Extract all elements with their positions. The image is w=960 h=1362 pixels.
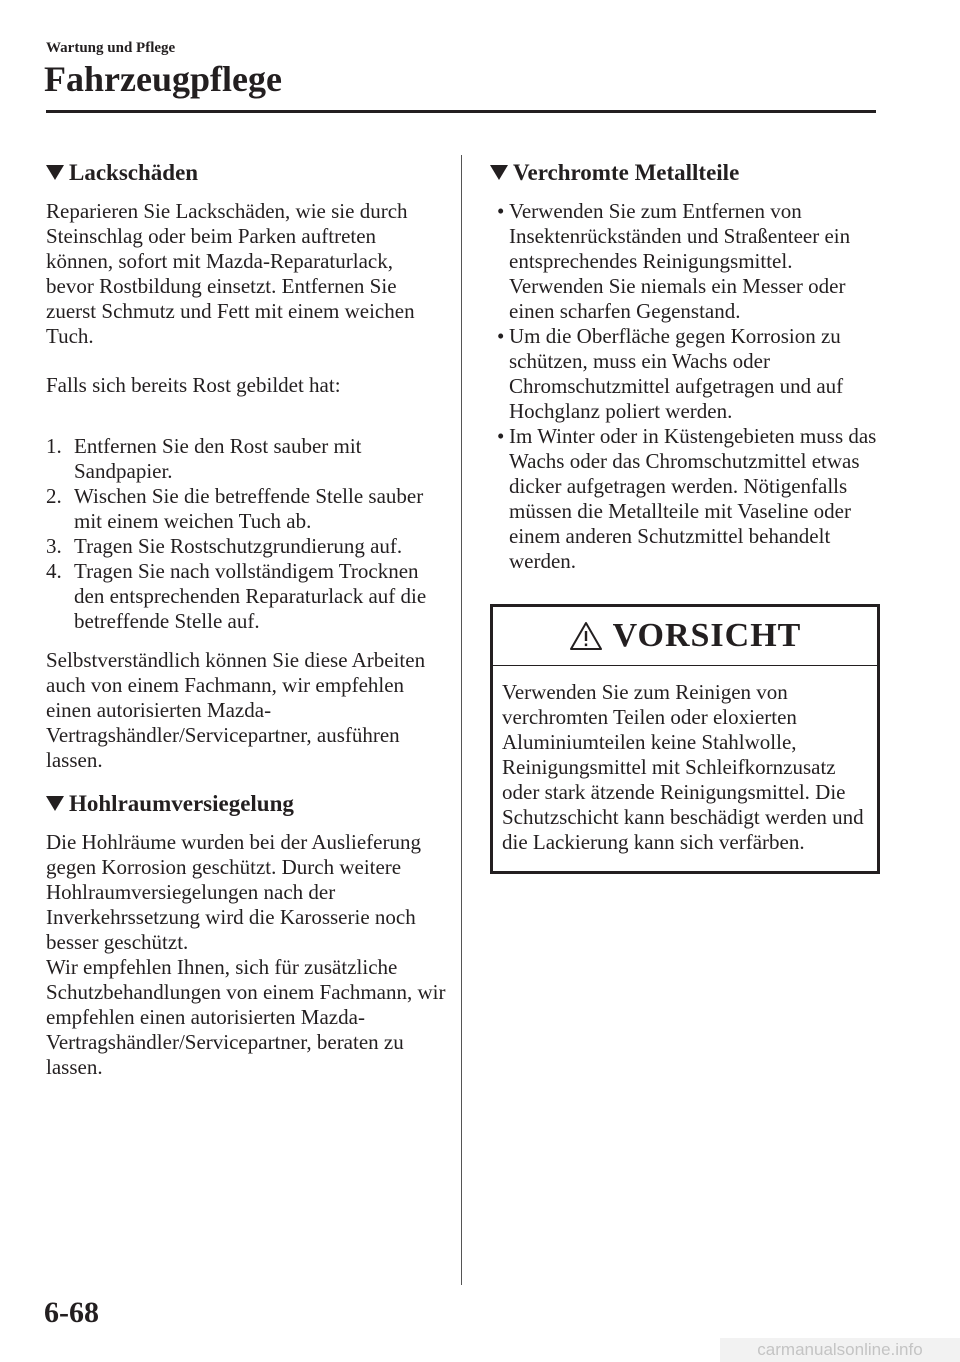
section-label: Wartung und Pflege [46, 40, 176, 56]
step-text: Tragen Sie Rostschutzgrundierung auf. [74, 534, 403, 558]
list-item [490, 199, 880, 324]
chrome-care-list [490, 199, 880, 574]
left-column [46, 160, 446, 1104]
header-rule [46, 110, 876, 113]
heading-text: Hohlraumversiegelung [69, 791, 294, 816]
heading-text: Verchromte Metallteile [513, 160, 740, 185]
item-text: Verwenden Sie zum Entfernen von Insektenrückständen und Straßenteer ein entsprechendes Reinigungsmittel. Verwenden Sie niemals ein Messer oder einen scharfen Gegenstand. [509, 199, 851, 323]
step-text: Tragen Sie nach vollständigem Trocknen den entsprechenden Reparaturlack auf die betreffende Stelle auf. [74, 559, 427, 633]
heading-lackschaeden [46, 160, 446, 185]
step-number: 2. [46, 484, 62, 508]
paragraph-intro: Reparieren Sie Lackschäden, wie sie durch Steinschlag oder beim Parken auftreten können, sofort mit Mazda-Reparaturlack, bevor Rostbildung einsetzt. Entfernen Sie zuerst Schmutz und Fett mit einem weichen Tuch. [46, 199, 415, 348]
step-number: 3. [46, 534, 62, 558]
bullet: • [497, 324, 505, 348]
caution-box [490, 604, 880, 874]
repair-steps [46, 434, 446, 634]
triangle-bullet-icon [46, 796, 64, 811]
list-item [490, 424, 880, 574]
step-number: 4. [46, 559, 62, 583]
step-text: Wischen Sie die betreffende Stelle sauber mit einem weichen Tuch ab. [74, 484, 424, 533]
paragraph-hohlraum-1: Die Hohlräume wurden bei der Auslieferung gegen Korrosion geschützt. Durch weitere Hohlraumversiegelungen nach der Inverkehrssetzung wird die Karosserie noch besser geschützt. [46, 830, 421, 954]
caution-header [493, 607, 877, 666]
heading-hohlraumversiegelung [46, 791, 446, 816]
heading-verchromte-metallteile [490, 160, 880, 185]
paragraph-outro: Selbstverständlich können Sie diese Arbeiten auch von einem Fachmann, wir empfehlen einen autorisierten Mazda-Vertragshändler/Servicepartner, ausführen lassen. [46, 648, 426, 772]
list-item [490, 324, 880, 424]
triangle-bullet-icon [490, 165, 508, 180]
heading-text: Lackschäden [69, 160, 199, 185]
list-item [46, 434, 446, 484]
caution-title: VORSICHT [612, 617, 802, 654]
watermark: carmanualsonline.info [720, 1338, 960, 1362]
list-item [46, 559, 446, 634]
list-item [46, 534, 446, 559]
item-text: Im Winter oder in Küstengebieten muss das Wachs oder das Chromschutzmittel etwas dicker aufgetragen werden. Nötigenfalls müssen die Metallteile mit Vaseline oder einem anderen Schutzmittel behandelt werden. [509, 424, 877, 573]
bullet: • [497, 199, 505, 223]
caution-text: Verwenden Sie zum Reinigen von verchromten Teilen oder eloxierten Aluminiumteilen keine Stahlwolle, Reinigungsmittel mit Schleifkornzusatz oder stark ätzende Reinigungsmittel. Die Schutzschicht kann beschädigt werden und die Lackierung kann sich verfärben. [502, 680, 864, 854]
paragraph-rust: Falls sich bereits Rost gebildet hat: [46, 373, 341, 397]
triangle-bullet-icon [46, 165, 64, 180]
item-text: Um die Oberfläche gegen Korrosion zu schützen, muss ein Wachs oder Chromschutzmittel aufgetragen und auf Hochglanz poliert werden. [509, 324, 844, 423]
page-title: Fahrzeugpflege [44, 59, 282, 99]
paragraph-hohlraum-2: Wir empfehlen Ihnen, sich für zusätzliche Schutzbehandlungen von einem Fachmann, wir empfehlen einen autorisierten Mazda-Vertragshändler/Servicepartner, beraten zu lassen. [46, 955, 446, 1079]
right-column [490, 160, 880, 574]
warning-triangle-icon [569, 621, 603, 651]
page-number: 6-68 [44, 1296, 99, 1329]
bullet: • [497, 424, 505, 448]
list-item [46, 484, 446, 534]
step-text: Entfernen Sie den Rost sauber mit Sandpapier. [74, 434, 362, 483]
column-divider [461, 155, 462, 1285]
step-number: 1. [46, 434, 62, 458]
